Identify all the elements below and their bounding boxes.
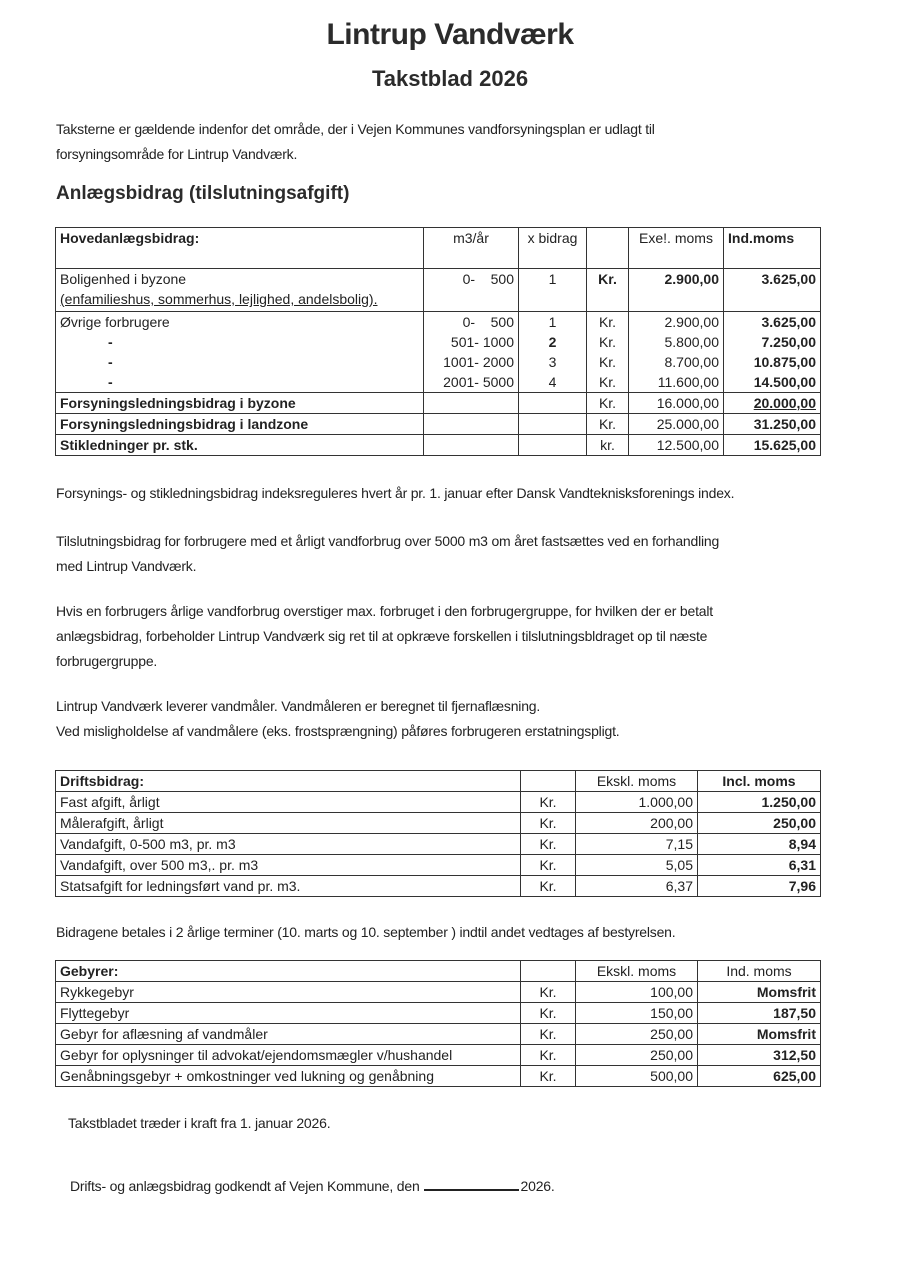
range-from: 501- [450, 334, 479, 350]
approval-text: Drifts- og anlægsbidrag godkendt af Vejen Kommune, den [70, 1178, 420, 1194]
range-to: 500 [490, 314, 514, 330]
col-header-factor: x bidrag [519, 228, 587, 269]
row-unit: Kr. [521, 792, 576, 813]
row-excl: 2.900,00 [629, 312, 724, 333]
range-to: 1000 [482, 334, 514, 350]
row-excl: 100,00 [576, 982, 698, 1003]
row-unit: Kr. [587, 372, 629, 393]
row-excl: 6,37 [576, 876, 698, 897]
row-unit: Kr. [587, 393, 629, 414]
row-incl: 10.875,00 [724, 352, 821, 372]
row-range [424, 435, 519, 456]
row-name: Genåbningsgebyr + omkostninger ved lukning og genåbning [56, 1066, 521, 1087]
range-from: 0- [462, 314, 476, 330]
row-incl: 187,50 [698, 1003, 821, 1024]
row-name: Forsyningsledningsbidrag i byzone [56, 393, 424, 414]
table-header-row [56, 771, 821, 792]
table-row [56, 332, 821, 352]
row-unit: Kr. [521, 982, 576, 1003]
table-row [56, 1045, 821, 1066]
row-name [56, 269, 424, 312]
drift-table [55, 770, 821, 897]
anlaeg-heading: Anlægsbidrag (tilslutningsafgift) [56, 183, 350, 204]
approval-line [70, 1174, 860, 1199]
row-name: Stikledninger pr. stk. [56, 435, 424, 456]
row-excl: 7,15 [576, 834, 698, 855]
col-header-name: Driftsbidrag: [56, 771, 521, 792]
table-row [56, 352, 821, 372]
effective-date-note: Takstbladet træder i kraft fra 1. januar 2026. [68, 1115, 331, 1131]
row-excl: 250,00 [576, 1024, 698, 1045]
col-header-range: m3/år [424, 228, 519, 269]
meter-note [56, 694, 846, 744]
row-unit: Kr. [521, 1024, 576, 1045]
range-from: 2001- [443, 374, 479, 390]
row-unit: Kr. [521, 1045, 576, 1066]
intro-line-2: forsyningsområde for Lintrup Vandværk. [56, 146, 298, 162]
payment-note: Bidragene betales i 2 årlige terminer (10. marts og 10. september ) indtil andet vedtages af bestyrelsen. [56, 924, 676, 940]
row-incl: 7,96 [698, 876, 821, 897]
table-row [56, 982, 821, 1003]
row-excl: 150,00 [576, 1003, 698, 1024]
row-factor: 3 [519, 352, 587, 372]
table-row [56, 372, 821, 393]
table-row [56, 269, 821, 312]
row-unit: Kr. [587, 352, 629, 372]
row-excl: 8.700,00 [629, 352, 724, 372]
row-name: Vandafgift, 0-500 m3, pr. m3 [56, 834, 521, 855]
row-unit: Kr. [521, 834, 576, 855]
row-range [424, 332, 519, 352]
col-header-incl: Ind.moms [724, 228, 821, 269]
row-range [424, 414, 519, 435]
col-header-incl: Ind. moms [698, 961, 821, 982]
row-excl: 5,05 [576, 855, 698, 876]
approval-year: 2026. [520, 1178, 555, 1194]
row-incl: 1.250,00 [698, 792, 821, 813]
large-consumer-line-2: med Lintrup Vandværk. [56, 558, 197, 574]
table-row [56, 393, 821, 414]
row-incl: 31.250,00 [724, 414, 821, 435]
row-factor [519, 414, 587, 435]
row-name: - [56, 372, 424, 393]
row-name: Statsafgift for ledningsført vand pr. m3. [56, 876, 521, 897]
table-row [56, 792, 821, 813]
table-row [56, 1024, 821, 1045]
row-range [424, 372, 519, 393]
row-incl: 3.625,00 [724, 312, 821, 333]
range-to: 5000 [482, 374, 514, 390]
exceed-line-3: forbrugergruppe. [56, 653, 158, 669]
row-factor [519, 435, 587, 456]
row-excl: 25.000,00 [629, 414, 724, 435]
row-name: - [56, 332, 424, 352]
row-excl: 16.000,00 [629, 393, 724, 414]
row-unit: Kr. [521, 855, 576, 876]
col-header-incl: Incl. moms [698, 771, 821, 792]
row-unit: Kr. [587, 269, 629, 312]
row-factor: 1 [519, 269, 587, 312]
row-incl: 20.000,00 [724, 393, 821, 414]
intro-paragraph [56, 117, 846, 167]
row-unit: kr. [587, 435, 629, 456]
row-incl: 3.625,00 [724, 269, 821, 312]
row-factor: 2 [519, 332, 587, 352]
col-header-excl: Ekskl. moms [576, 771, 698, 792]
row-unit: Kr. [587, 332, 629, 352]
row-incl: 312,50 [698, 1045, 821, 1066]
row-incl: 625,00 [698, 1066, 821, 1087]
col-header-unit [521, 771, 576, 792]
meter-line-2: Ved misligholdelse af vandmålere (eks. frostsprængning) påføres forbrugeren erstatningspligt. [56, 723, 620, 739]
row-incl: 14.500,00 [724, 372, 821, 393]
table-row [56, 414, 821, 435]
row-name: Øvrige forbrugere [56, 312, 424, 333]
row-name: Gebyr for oplysninger til advokat/ejendomsmægler v/hushandel [56, 1045, 521, 1066]
exceed-note [56, 599, 846, 674]
row-unit: Kr. [587, 414, 629, 435]
row-excl: 500,00 [576, 1066, 698, 1087]
row-factor [519, 393, 587, 414]
index-note: Forsynings- og stikledningsbidrag indeksreguleres hvert år pr. 1. januar efter Dansk Vandteknisksforenings index. [56, 485, 735, 501]
range-to: 2000 [482, 354, 514, 370]
row-unit: Kr. [521, 876, 576, 897]
row-incl: 250,00 [698, 813, 821, 834]
row-incl: Momsfrit [698, 982, 821, 1003]
table-row [56, 813, 821, 834]
row-range [424, 352, 519, 372]
row-range [424, 393, 519, 414]
gebyrer-table [55, 960, 821, 1087]
meter-line-1: Lintrup Vandværk leverer vandmåler. Vandmåleren er beregnet til fjernaflæsning. [56, 698, 541, 714]
table-row [56, 876, 821, 897]
col-header-name: Gebyrer: [56, 961, 521, 982]
date-blank-field[interactable] [424, 1175, 519, 1191]
row-excl: 250,00 [576, 1045, 698, 1066]
row-excl: 2.900,00 [629, 269, 724, 312]
row-unit: Kr. [521, 1003, 576, 1024]
row-name: - [56, 352, 424, 372]
row-unit: Kr. [521, 813, 576, 834]
row-incl: Momsfrit [698, 1024, 821, 1045]
row-name: Forsyningsledningsbidrag i landzone [56, 414, 424, 435]
row-name: Gebyr for aflæsning af vandmåler [56, 1024, 521, 1045]
table-row [56, 435, 821, 456]
row-incl: 15.625,00 [724, 435, 821, 456]
table-row [56, 312, 821, 333]
row-range [424, 269, 519, 312]
col-header-excl: Exe!. moms [629, 228, 724, 269]
row-name: Vandafgift, over 500 m3,. pr. m3 [56, 855, 521, 876]
row-incl: 8,94 [698, 834, 821, 855]
row-excl: 200,00 [576, 813, 698, 834]
col-header-unit [521, 961, 576, 982]
document-title: Lintrup Vandværk [326, 18, 574, 51]
document-subtitle: Takstblad 2026 [371, 66, 529, 91]
row-name-line-1: Boligenhed i byzone [60, 271, 187, 287]
row-name: Fast afgift, årligt [56, 792, 521, 813]
row-incl: 7.250,00 [724, 332, 821, 352]
row-excl: 1.000,00 [576, 792, 698, 813]
col-header-excl: Ekskl. moms [576, 961, 698, 982]
row-factor: 1 [519, 312, 587, 333]
table-row [56, 1066, 821, 1087]
row-excl: 11.600,00 [629, 372, 724, 393]
row-name: Målerafgift, årligt [56, 813, 521, 834]
table-row [56, 855, 821, 876]
table-row [56, 1003, 821, 1024]
row-excl: 5.800,00 [629, 332, 724, 352]
range-from: 1001- [443, 354, 479, 370]
intro-line-1: Taksterne er gældende indenfor det område, der i Vejen Kommunes vandforsyningsplan er udlagt til [56, 121, 655, 137]
large-consumer-line-1: Tilslutningsbidrag for forbrugere med et årligt vandforbrug over 5000 m3 om året fastsættes ved en forhandling [56, 533, 720, 549]
row-excl: 12.500,00 [629, 435, 724, 456]
large-consumer-note [56, 529, 846, 579]
row-unit: Kr. [521, 1066, 576, 1087]
exceed-line-2: anlægsbidrag, forbeholder Lintrup Vandværk sig ret til at opkræve forskellen i tilslutningsbldraget op til næste [56, 628, 708, 644]
col-header-name: Hovedanlægsbidrag: [56, 228, 424, 269]
table-row [56, 834, 821, 855]
row-factor: 4 [519, 372, 587, 393]
row-incl: 6,31 [698, 855, 821, 876]
anlaeg-table [55, 227, 821, 456]
col-header-unit [587, 228, 629, 269]
row-name: Rykkegebyr [56, 982, 521, 1003]
row-name: Flyttegebyr [56, 1003, 521, 1024]
row-unit: Kr. [587, 312, 629, 333]
row-range [424, 312, 519, 333]
exceed-line-1: Hvis en forbrugers årlige vandforbrug overstiger max. forbruget i den forbrugergruppe, for hvilken der er betalt [56, 603, 713, 619]
table-header-row [56, 228, 821, 269]
table-header-row [56, 961, 821, 982]
range-to: 500 [490, 271, 514, 287]
row-name-line-2: (enfamilieshus, sommerhus, lejlighed, andelsbolig). [60, 291, 378, 307]
range-from: 0- [462, 271, 476, 287]
